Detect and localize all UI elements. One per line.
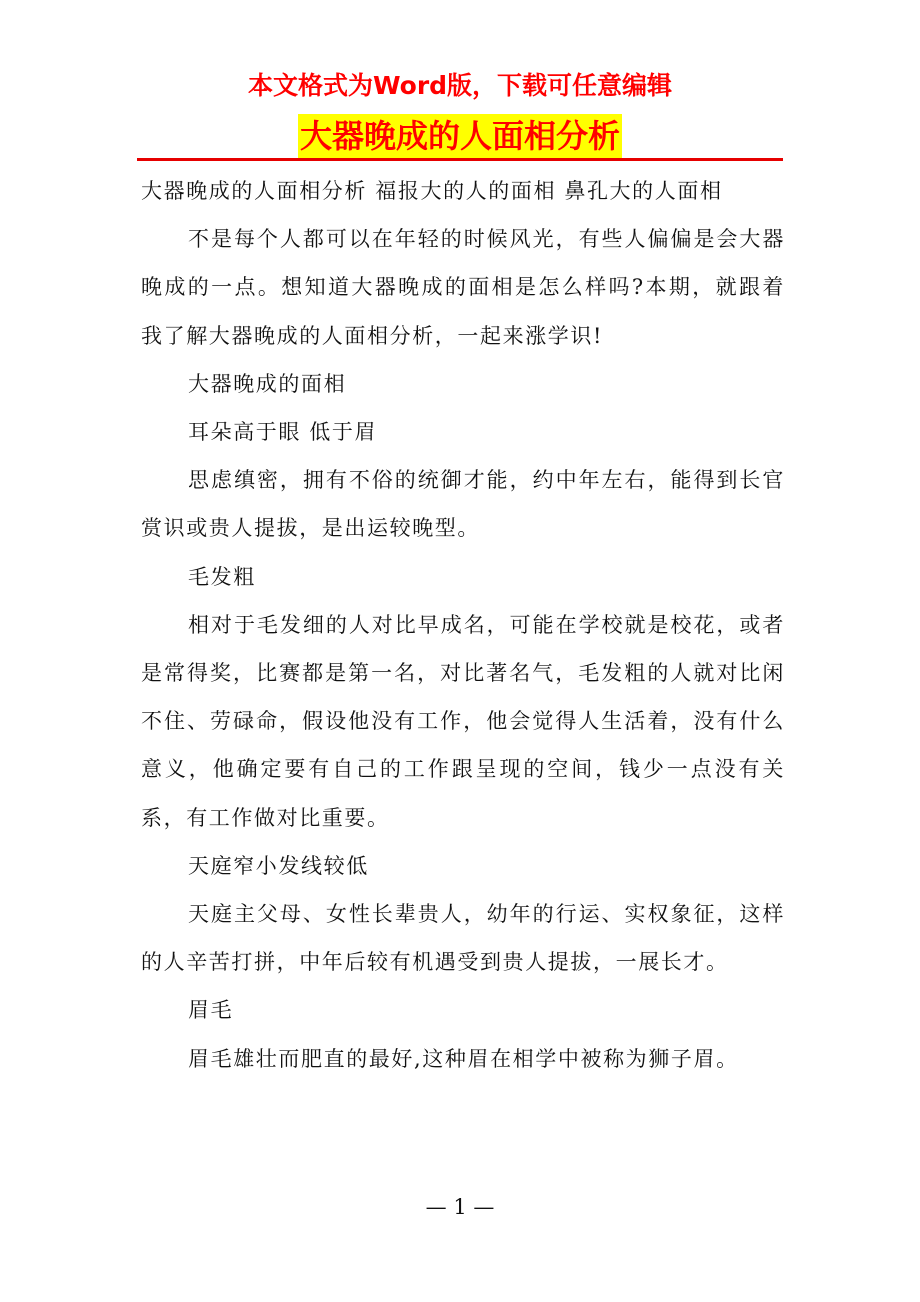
paragraph: 相对于毛发细的人对比早成名，可能在学校就是校花，或者是常得奖，比赛都是第一名，对比著名气，毛发粗的人就对比闲不住、劳碌命，假设他没有工作，他会觉得人生活着，没有什么意义，他确定要有自己的工作跟呈现的空间，钱少一点没有关系，有工作做对比重要。 (141, 612, 785, 830)
document-title: 大器晚成的人面相分析 (298, 114, 622, 158)
paragraph: 不是每个人都可以在年轻的时候风光，有些人偏偏是会大器晚成的一点。想知道大器晚成的面相是怎么样吗?本期，就跟着我了解大器晚成的人面相分析，一起来涨学识! (141, 227, 785, 348)
paragraph: 眉毛雄壮而肥直的最好,这种眉在相学中被称为狮子眉。 (188, 1046, 739, 1071)
subheading: 毛发粗 (188, 564, 256, 589)
subheading: 天庭窄小发线较低 (188, 853, 369, 878)
download-notice: 本文格式为Word版，下载可任意编辑 (247, 71, 673, 100)
section-heading: 大器晚成的面相 (188, 371, 347, 396)
paragraph: 天庭主父母、女性长辈贵人，幼年的行运、实权象征，这样的人辛苦打拼，中年后较有机遇受到贵人提拔，一展长才。 (141, 902, 785, 975)
page-number: — 1 — (425, 1195, 495, 1219)
header-divider (137, 158, 783, 161)
subheading: 眉毛 (188, 998, 234, 1023)
intro-line: 大器晚成的人面相分析 福报大的人的面相 鼻孔大的人面相 (141, 179, 723, 203)
title-block (0, 114, 920, 158)
document-body (141, 167, 785, 1083)
paragraph: 思虑缜密，拥有不俗的统御才能，约中年左右，能得到长官赏识或贵人提拔，是出运较晚型。 (141, 468, 785, 541)
subheading: 耳朵高于眼 低于眉 (188, 420, 378, 445)
